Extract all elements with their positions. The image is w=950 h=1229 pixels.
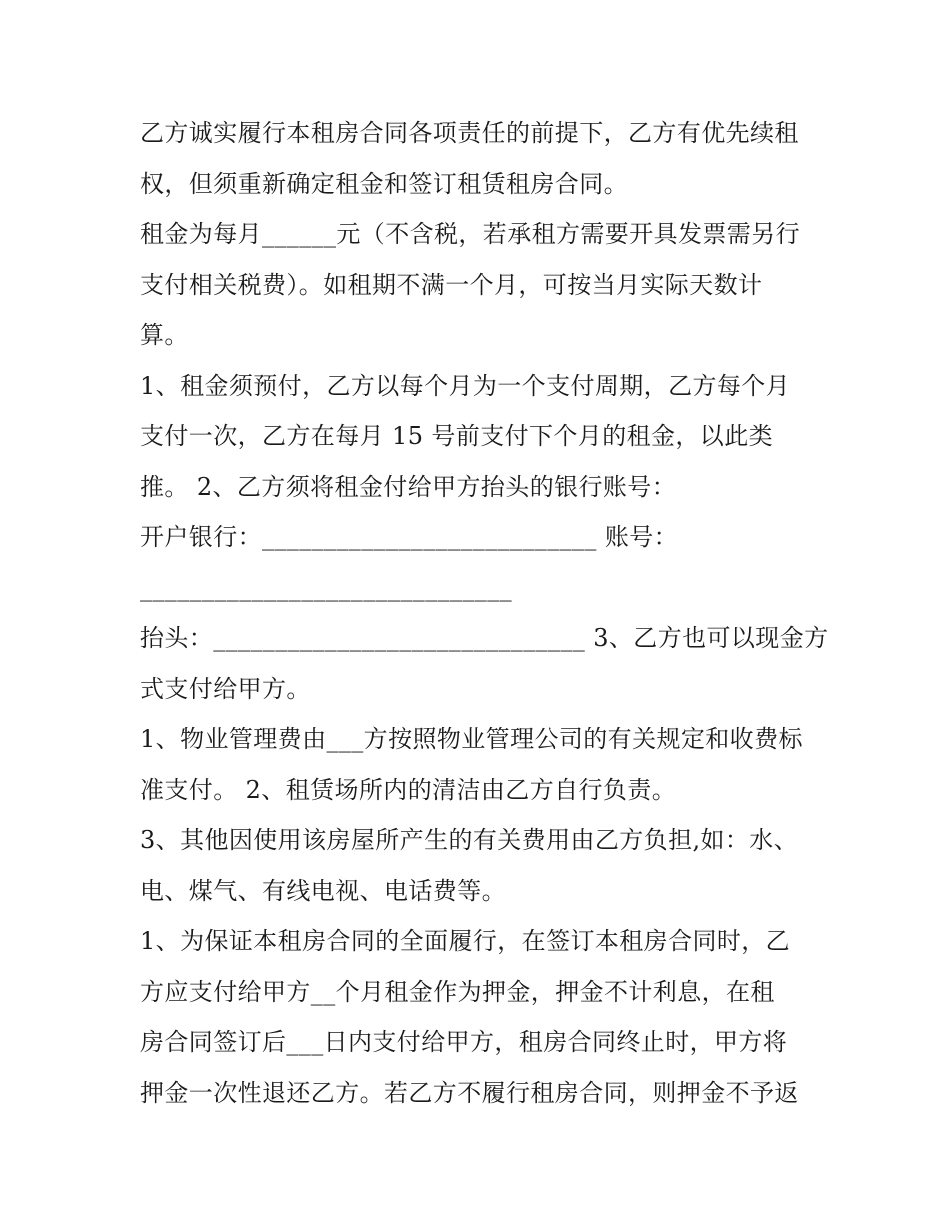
- text-line: 方应支付给甲方__个月租金作为押金，押金不计利息，在租: [140, 977, 775, 1006]
- text-line: 押金一次性退还乙方。若乙方不履行租房合同，则押金不予返: [140, 1078, 799, 1107]
- text-line: 1、物业管理费由___方按照物业管理公司的有关规定和收费标: [140, 725, 803, 753]
- text-line: 算。: [140, 321, 189, 349]
- text-line: 支付相关税费）。如租期不满一个月，可按当月实际天数计: [140, 270, 763, 299]
- text-line: 式支付给甲方。: [140, 674, 311, 703]
- text-line: ______________________________: [140, 573, 512, 602]
- text-line: 权，但须重新确定租金和签订租赁租房合同。: [140, 169, 628, 198]
- text-line: 开户银行：___________________________ 账号：: [140, 523, 679, 551]
- text-line: 支付一次，乙方在每月 15 号前支付下个月的租金，以此类: [140, 422, 773, 450]
- text-line: 租金为每月______元（不含税，若承租方需要开具发票需另行: [140, 220, 800, 248]
- text-line: 电、煤气、有线电视、电话费等。: [140, 876, 506, 905]
- text-line: 房合同签订后___日内支付给甲方，租房合同终止时，甲方将: [140, 1028, 788, 1056]
- text-line: 准支付。 2、租赁场所内的清洁由乙方自行负责。: [140, 775, 677, 804]
- text-line: 1、为保证本租房合同的全面履行，在签订本租房合同时，乙: [140, 927, 791, 955]
- text-line: 3、其他因使用该房屋所产生的有关费用由乙方负担,如：水、: [140, 826, 799, 854]
- text-line: 乙方诚实履行本租房合同各项责任的前提下，乙方有优先续租: [140, 119, 799, 147]
- document-body: [140, 108, 830, 1118]
- text-line: 推。 2、乙方须将租金付给甲方抬头的银行账号：: [140, 472, 677, 501]
- text-line: 1、租金须预付，乙方以每个月为一个支付周期，乙方每个月: [140, 371, 791, 400]
- text-line: 抬头：______________________________ 3、乙方也可以现金方: [140, 624, 829, 652]
